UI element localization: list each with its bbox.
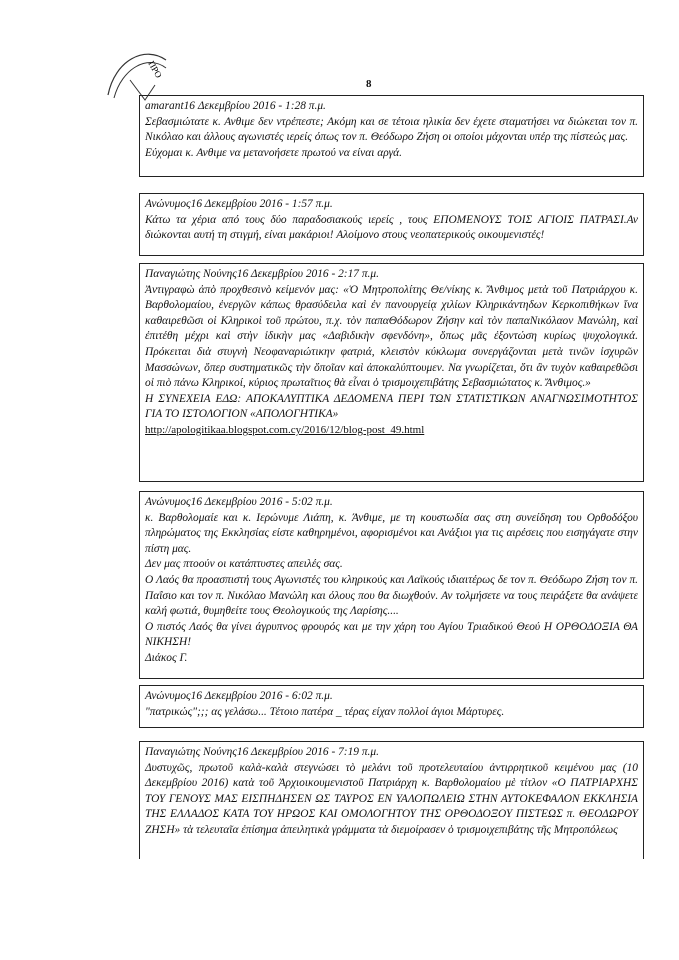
comment-box — [139, 685, 644, 728]
blog-link[interactable]: http://apologitikaa.blogspot.com.cy/2016/12/blog-post_49.html — [145, 423, 425, 436]
comment-text: Δεν μας πτοούν οι κατάπτυστες απειλές σας. — [145, 558, 343, 571]
comment-box — [139, 95, 644, 177]
page-number: 8 — [366, 78, 372, 90]
comment-header: Παναγιώτης Νούνης16 Δεκεμβρίου 2016 - 2:17 π.μ. — [145, 268, 379, 280]
stamp-text: ΠΡΟ — [146, 59, 164, 80]
comment-text: Ο Λαός θα προασπιστή τους Αγωνιστές του κληρικούς και Λαϊκούς ιδιαιτέρως δε τον π. Θεόδωρο Ζήση τον π. Παΐσιο και τον π. Νικόλαο Μανώλη και όλους που θα διωχθούν. Αν τολμήσετε να τους πειράξετε θα ανάψετε καλή φωτιά, θυμηθείτε τους Θεολογικούς της Λαρίσης.... — [145, 573, 638, 618]
comment-text: "πατρικώς";;; ας γελάσω... Τέτοιο πατέρα _ τέρας είχαν πολλοί άγιοι Μάρτυρες. — [145, 705, 505, 718]
comment-header: amarant16 Δεκεμβρίου 2016 - 1:28 π.μ. — [145, 100, 326, 112]
comment-header: Ανώνυμος16 Δεκεμβρίου 2016 - 6:02 π.μ. — [145, 690, 333, 702]
comment-text: κ. Βαρθολομαίε και κ. Ιερώνυμε Λιάπη, κ. Άνθιμε, με τη κουστωδία σας στη συνείδηση του Ορθοδόξου πληρώματος της Εκκλησίας είστε καθηρημένοι, αφορισμένοι και Ανάξιοι για τις αιρέσεις που εισηγάγατε στην πίστη μας. — [145, 511, 638, 555]
comment-box — [139, 741, 644, 859]
comment-header: Ανώνυμος16 Δεκεμβρίου 2016 - 5:02 π.μ. — [145, 496, 333, 508]
comment-header: Παναγιώτης Νούνης16 Δεκεμβρίου 2016 - 7:19 π.μ. — [145, 746, 379, 758]
comment-text: Ο πιστός Λαός θα γίνει άγρυπνος φρουρός και με την χάρη του Αγίου Τριαδικού Θεού Η ΟΡΘΟΔΟΞΙΑ ΘΑ ΝΙΚΗΣΗ! — [145, 620, 638, 649]
comment-header: Ανώνυμος16 Δεκεμβρίου 2016 - 1:57 π.μ. — [145, 198, 333, 210]
comment-box — [139, 491, 644, 679]
comment-text: Σεβασμιώτατε κ. Ανθιμε δεν ντρέπεστε; Ακόμη και σε τέτοια ηλικία δεν έχετε σταματήσει να διώκεται τον π. Νικόλαο και άλλους αγωνιστές ιερείς όπως τον π. Θεόδωρο Ζήση οι οποίοι μάχονται υπέρ της πίστεώς μας. — [145, 115, 638, 144]
comment-box — [139, 263, 644, 482]
comment-text: Εύχομαι κ. Ανθιμε να μετανοήσετε πρωτού να είναι αργά. — [145, 146, 402, 159]
comment-text: Κάτω τα χέρια από τους δύο παραδοσιακούς ιερείς , τους ΕΠΟΜΕΝΟΥΣ ΤΟΙΣ ΑΓΙΟΙΣ ΠΑΤΡΑΣΙ.Αν διώκονται αυτή τη στιγμή, είναι μακάριοι! Αλοίμονο στους νεοπατερικούς οικουμενιστές! — [145, 213, 638, 242]
comment-text: Ἀντιγραφὼ ἀπὸ προχθεσινὸ κείμενόν μας: «Ὁ Μητροπολίτης Θε/νίκης κ. Ἄνθιμος μετὰ τοῦ Πατριάρχου κ. Βαρθολομαίου, ἐνεργῶν κάπως θρασύδειλα καὶ ἐν πανουργείᾳ χιλίων Κληρικάντηδων Κερκοπιθήκων ἵνα καθαιρεθῶσι οἱ Κληρικοὶ τοῦ πρώτου, π.χ. τὸν παπαΘόδωρον Ζήσην καὶ τὸν παπαΝικόλαον Μανώλη, καὶ ἐπιτέθη μέχρι καὶ στὴν ἰδικὴν μας «Δαβιδικὴν σφενδόνη», ὅπως μᾶς ἐξοντώση κυρίως ψυχολογικά. Πρόκειται διὰ στυγνὴ Νεοφαναριώτικην φατριά, κλειστὸν κύκλωμα συνεργάζονται μετὰ τινῶν ἰσχυρῶν Μασσώνων, ὅπερ συστηματικῶς τὴν ὅποῖαν καὶ ἀποκαλύπτουμεν. Να γνωρίζεται, ὅτι ἂν τυχὸν καθαιρεθῶσι οἱ πιὸ πάνω Κληρικοί, κύριος πρωταῖτιος θὰ εἶναι ὁ τρισμοιχεπιβάτης Σεβασμιώτατος κ. Ἄνθιμος.» — [145, 283, 638, 390]
comment-text: Η ΣΥΝΕΧΕΙΑ ΕΔΩ: ΑΠΟΚΑΛΥΠΤΙΚΑ ΔΕΔΟΜΕΝΑ ΠΕΡΙ ΤΩΝ ΣΤΑΤΙΣΤΙΚΩΝ ΑΝΑΓΝΩΣΙΜΟΤΗΤΟΣ ΓΙΑ ΤΟ ΙΣΤΟΛΟΓΙΟΝ «ΑΠΟΛΟΓΗΤΙΚΑ» — [145, 392, 638, 421]
comment-box — [139, 193, 644, 256]
comment-text: Δυστυχῶς, πρωτοῦ καλὰ-καλὰ στεγνώσει τὸ μελάνι τοῦ προτελευταίου ἀντιρρητικοῦ κειμένου μας (10 Δεκεμβρίου 2016) κατὰ τοῦ Ἀρχιοικουμενιστοῦ Πατριάρχη κ. Βαρθολομαίου μὲ τίτλον «Ο ΠΑΤΡΙΑΡΧΗΣ ΤΟΥ ΓΕΝΟΥΣ ΜΑΣ ΕΙΣΠΗΔΗΣΕΝ ΩΣ ΤΑΥΡΟΣ ΕΝ ΥΑΛΟΠΩΛΕΙΩ ΣΤΗΝ ΑΥΤΟΚΕΦΑΛΟΝ ΕΚΚΛΗΣΙΑ ΤΗΣ ΕΛΛΑΔΟΣ ΚΑΤΑ ΤΟΥ ΗΡΩΟΣ ΚΑΙ ΟΜΟΛΟΓΗΤΟΥ ΤΗΣ ΟΡΘΟΔΟΞΟΥ ΠΙΣΤΕΩΣ π. ΘΕΟΔΩΡΟΥ ΖΗΣΗ» τὰ τελευταῖα ἐπίσημα ἀπειλητικὰ γράμματα τὰ διεμοίρασεν ὁ τρισμοιχεπιβάτης τῆς Μητροπόλεως — [145, 761, 638, 836]
comment-signature: Διάκος Γ. — [145, 651, 188, 664]
